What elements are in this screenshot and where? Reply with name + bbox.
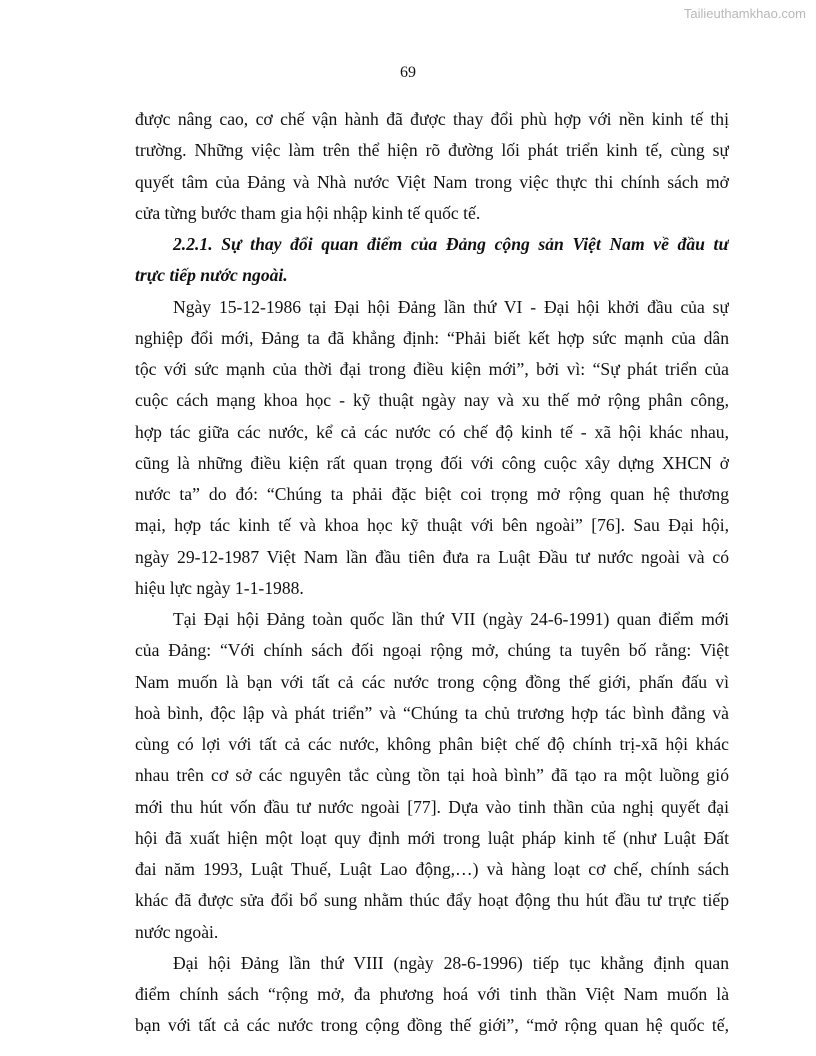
text-line: Đại hội Đảng lần thứ VIII (ngày 28-6-1996) tiếp tục khẳng định quan: [173, 952, 729, 973]
text-line: đai năm 1993, Luật Thuế, Luật Lao động,…) và hàng loạt cơ chế, chính sách: [135, 859, 729, 879]
text-line: được nâng cao, cơ chế vận hành đã được thay đổi phù hợp với nền kinh tế thị: [135, 109, 729, 129]
text-line: Tại Đại hội Đảng toàn quốc lần thứ VII (ngày 24-6-1991) quan điểm mới: [173, 609, 729, 629]
text-line: nước ngoài.: [135, 921, 219, 942]
text-line: hoà bình, độc lập và phát triển” và “Chúng ta chủ trương hợp tác bình đẳng và: [135, 702, 729, 723]
text-line: trường. Những việc làm trên thể hiện rõ đường lối phát triển kinh tế, cùng sự: [135, 140, 729, 161]
text-line: cùng có lợi với tất cả các nước, không phân biệt chế độ chính trị-xã hội khác: [135, 734, 729, 754]
text-line: khác đã được sửa đổi bổ sung nhằm thúc đẩy hoạt động thu hút đầu tư trực tiếp: [135, 890, 729, 911]
text-line: tộc với sức mạnh của thời đại trong điều kiện mới”, bởi vì: “Sự phát triển của: [135, 359, 729, 379]
text-line: nước ta” do đó: “Chúng ta phải đặc biệt coi trọng mở rộng quan hệ thương: [135, 484, 729, 504]
text-line: điểm chính sách “rộng mở, đa phương hoá với tinh thần Việt Nam muốn là: [135, 984, 729, 1004]
text-line: bạn với tất cả các nước trong cộng đồng thế giới”, “mở rộng quan hệ quốc tế,: [135, 1015, 729, 1036]
section-heading: [135, 229, 729, 292]
heading-line: trực tiếp nước ngoài.: [135, 265, 288, 286]
heading-line: 2.2.1. Sự thay đổi quan điểm của Đảng cộng sản Việt Nam về đầu tư: [173, 234, 729, 254]
paragraph-3: [135, 604, 729, 948]
text-line: mới thu hút vốn đầu tư nước ngoài [77]. Dựa vào tinh thần của nghị quyết đại: [135, 796, 729, 817]
page-number: 69: [400, 64, 416, 81]
text-line: hội đã xuất hiện một loạt quy định mới trong luật pháp kinh tế (như Luật Đất: [135, 827, 729, 848]
text-line: mại, hợp tác kinh tế và khoa học kỹ thuật với bên ngoài” [76]. Sau Đại hội,: [135, 515, 729, 536]
text-line: Nam muốn là bạn với tất cả các nước trong cộng đồng thế giới, phấn đấu vì: [135, 671, 729, 692]
text-line: nhau trên cơ sở các nguyên tắc cùng tồn tại hoà bình” đã tạo ra một luồng gió: [135, 765, 729, 786]
text-line: hiệu lực ngày 1-1-1988.: [135, 577, 304, 598]
text-line: quyết tâm của Đảng và Nhà nước Việt Nam trong việc thực thi chính sách mở: [135, 171, 729, 192]
paragraph-2: [135, 292, 729, 605]
paragraph-4: [135, 948, 729, 1042]
text-line: cửa từng bước tham gia hội nhập kinh tế quốc tế.: [135, 202, 481, 223]
watermark: Tailieuthamkhao.com: [683, 6, 806, 21]
text-line: cuộc cách mạng khoa học - kỹ thuật ngày nay và xu thế mở rộng phân công,: [135, 390, 729, 411]
text-line: cũng là những điều kiện rất quan trọng đối với công cuộc xây dựng XHCN ở: [135, 452, 729, 473]
text-line: hợp tác giữa các nước, kể cả các nước có chế độ kinh tế - xã hội khác nhau,: [135, 421, 729, 442]
paragraph-1: [135, 104, 729, 229]
text-line: của Đảng: “Với chính sách đối ngoại rộng mở, chúng ta tuyên bố rằng: Việt: [135, 640, 729, 661]
text-line: Ngày 15-12-1986 tại Đại hội Đảng lần thứ VI - Đại hội khởi đầu của sự: [173, 296, 729, 317]
text-line: ngày 29-12-1987 Việt Nam lần đầu tiên đưa ra Luật Đầu tư nước ngoài và có: [135, 546, 729, 567]
text-line: nghiệp đổi mới, Đảng ta đã khẳng định: “Phải biết kết hợp sức mạnh của dân: [135, 327, 729, 348]
document-body: [135, 104, 729, 1042]
